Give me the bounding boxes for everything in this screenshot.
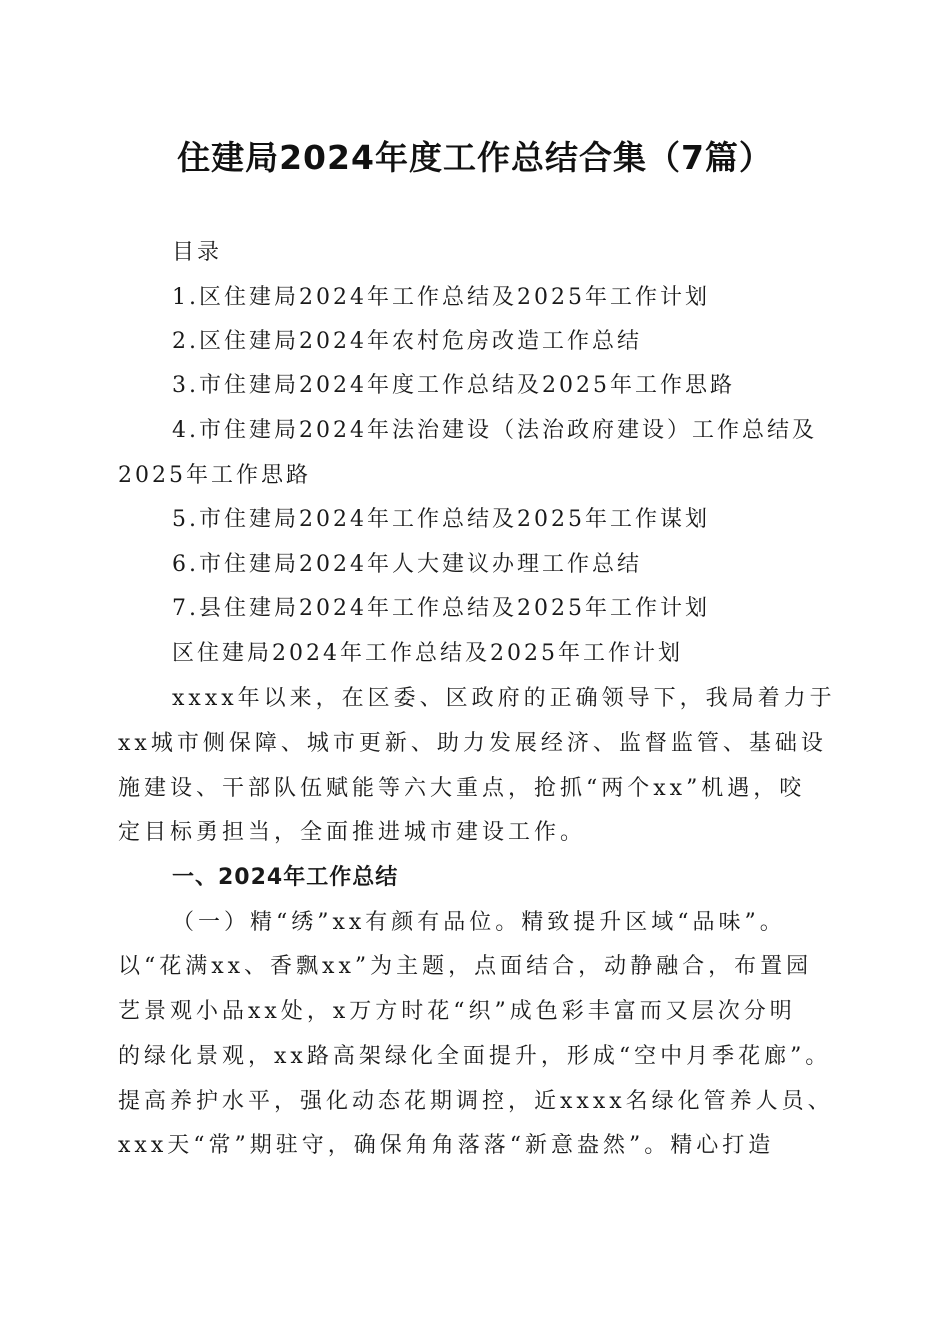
toc-item-6: 6.市住建局2024年人大建议办理工作总结 bbox=[172, 552, 642, 577]
body-line-2: 以“花满xx、香飘xx”为主题，点面结合，动静融合，布置园 bbox=[118, 954, 813, 979]
toc-item-3: 3.市住建局2024年度工作总结及2025年工作思路 bbox=[172, 373, 735, 398]
toc-item-2: 2.区住建局2024年农村危房改造工作总结 bbox=[172, 329, 642, 354]
toc-item-5: 5.市住建局2024年工作总结及2025年工作谋划 bbox=[172, 507, 710, 532]
document-title: 住建局2024年度工作总结合集（7篇） bbox=[177, 138, 773, 177]
toc-item-4-continued: 2025年工作思路 bbox=[118, 463, 311, 488]
intro-line-2: xx城市侧保障、城市更新、助力发展经济、监督监管、基础设 bbox=[118, 731, 827, 756]
intro-line-1: xxxx年以来，在区委、区政府的正确领导下，我局着力于 bbox=[172, 686, 836, 711]
article-title: 区住建局2024年工作总结及2025年工作计划 bbox=[172, 641, 683, 666]
toc-item-7: 7.县住建局2024年工作总结及2025年工作计划 bbox=[172, 596, 710, 621]
intro-line-3: 施建设、干部队伍赋能等六大重点，抢抓“两个xx”机遇，咬 bbox=[118, 776, 806, 801]
intro-line-4: 定目标勇担当，全面推进城市建设工作。 bbox=[118, 820, 587, 845]
toc-item-1: 1.区住建局2024年工作总结及2025年工作计划 bbox=[172, 285, 710, 310]
body-line-4: 的绿化景观，xx路高架绿化全面提升，形成“空中月季花廊”。 bbox=[118, 1044, 832, 1069]
toc-item-4: 4.市住建局2024年法治建设（法治政府建设）工作总结及 bbox=[172, 418, 817, 443]
toc-label: 目录 bbox=[172, 240, 223, 265]
body-line-6: xxx天“常”期驻守，确保角角落落“新意盎然”。精心打造 bbox=[118, 1133, 775, 1158]
section-heading: 一、2024年工作总结 bbox=[172, 865, 399, 890]
body-line-3: 艺景观小品xx处，x万方时花“织”成色彩丰富而又层次分明 bbox=[118, 999, 796, 1024]
body-line-5: 提高养护水平，强化动态花期调控，近xxxx名绿化管养人员、 bbox=[118, 1089, 834, 1114]
body-line-1: （一）精“绣”xx有颜有品位。精致提升区域“品味”。 bbox=[172, 910, 786, 935]
